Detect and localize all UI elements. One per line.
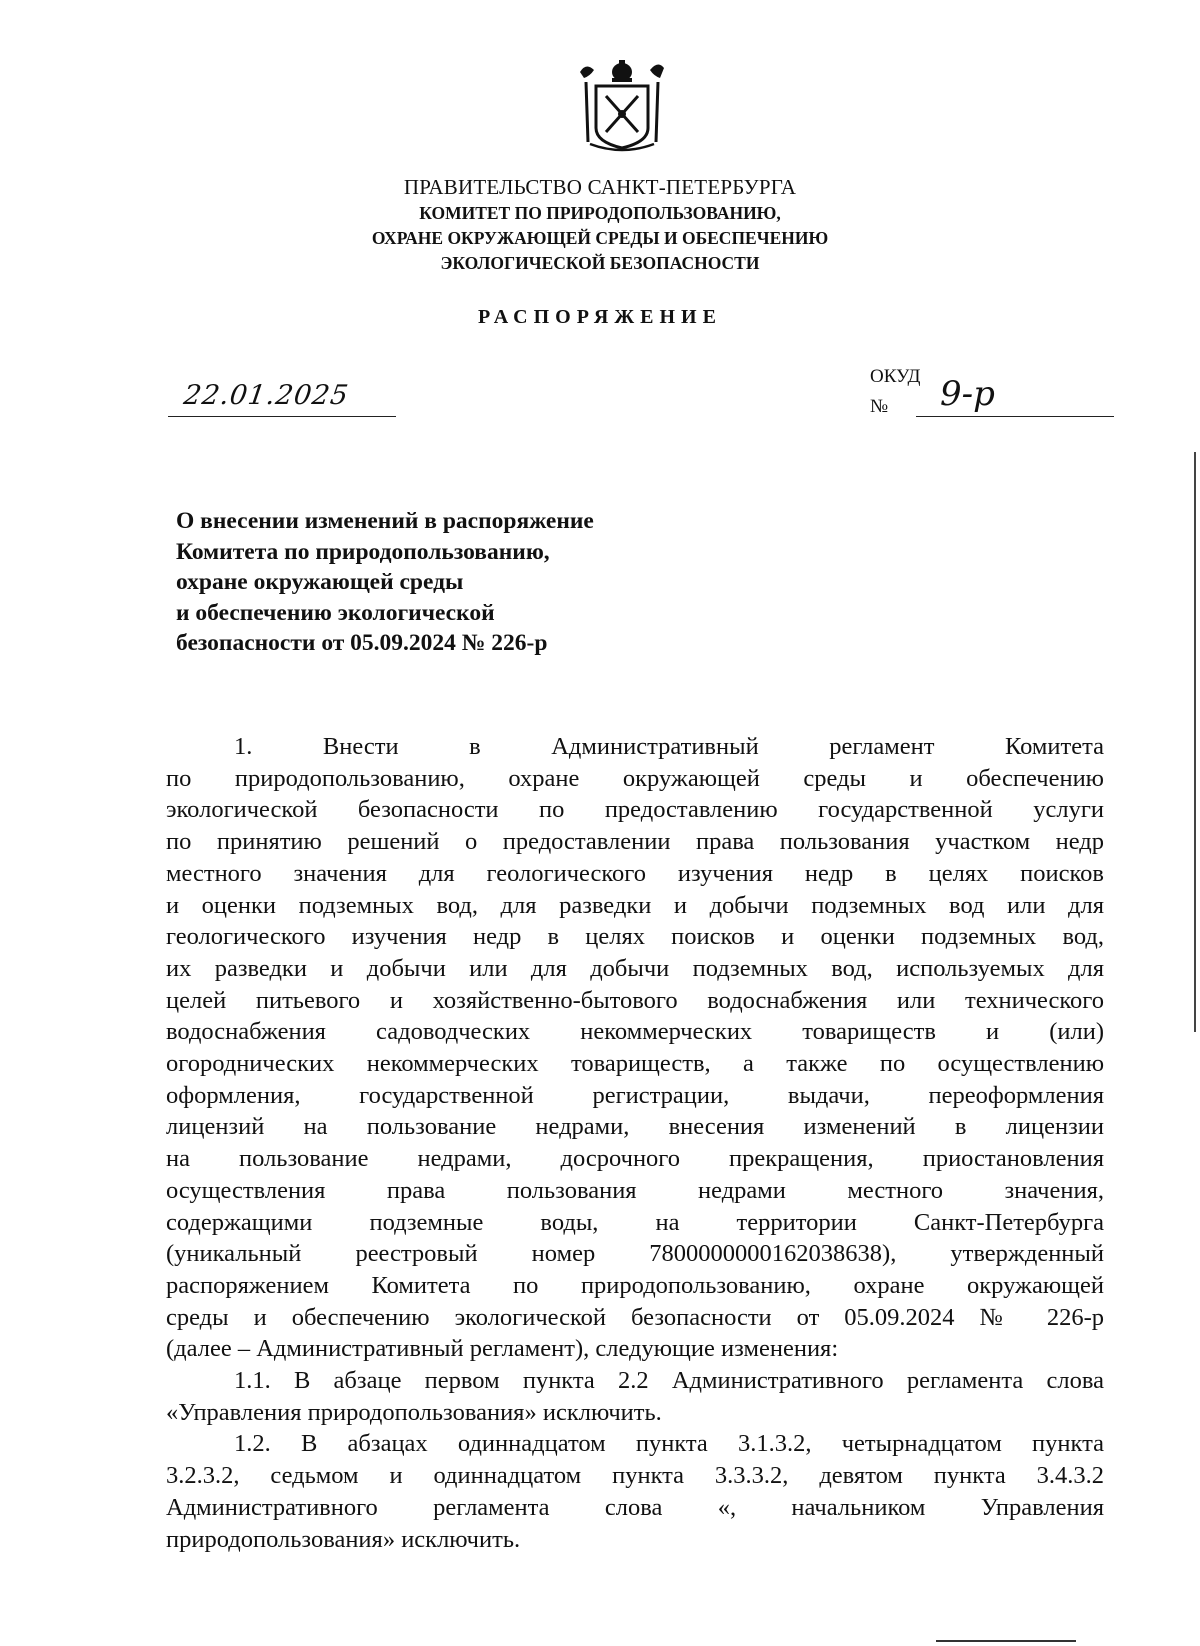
body-line: по природопользованию, охране окружающей среды и обеспечению [166, 764, 1104, 792]
body-line: содержащими подземные воды, на территории Санкт-Петербурга [166, 1208, 1104, 1236]
body-line: осуществления права пользования недрами местного значения, [166, 1176, 1104, 1204]
body-line: (уникальный реестровый номер 7800000000162038638), утвержденный [166, 1240, 1104, 1268]
committee-name-line-2: ОХРАНЕ ОКРУЖАЮЩЕЙ СРЕДЫ И ОБЕСПЕЧЕНИЮ [371, 228, 829, 248]
number-underline [916, 416, 1114, 417]
subject-line: Комитета по природопользованию, [176, 538, 550, 565]
body-line: их разведки и добычи или для добычи подземных вод, используемых для [166, 954, 1104, 982]
document-type-title: РАСПОРЯЖЕНИЕ [478, 306, 722, 328]
scan-edge-mark [1194, 452, 1196, 1032]
handwritten-date: 22.01.2025 [181, 380, 351, 411]
subject-line: и обеспечению экологической [176, 599, 495, 626]
body-line: экологической безопасности по предоставлению государственной услуги [166, 796, 1104, 824]
body-line: по принятию решений о предоставлении права пользования участком недр [166, 828, 1104, 856]
document-header [300, 174, 900, 275]
paragraph-1 [166, 731, 1104, 1365]
body-line: водоснабжения садоводческих некоммерческих товариществ и (или) [166, 1018, 1104, 1046]
body-line: (далее – Административный регламент), следующие изменения: [166, 1335, 839, 1363]
paragraph-1-1 [166, 1365, 1104, 1428]
committee-name-line-3: ЭКОЛОГИЧЕСКОЙ БЕЗОПАСНОСТИ [440, 253, 760, 273]
body-line: 3.2.3.2, седьмом и одиннадцатом пункта 3.3.3.2, девятом пункта 3.4.3.2 [166, 1462, 1104, 1490]
number-sign-label: № [870, 396, 889, 417]
body-line: «Управления природопользования» исключить. [166, 1398, 662, 1426]
body-line: 1. Внести в Административный регламент Комитета [234, 733, 1104, 760]
paragraph-1-2 [166, 1428, 1104, 1555]
body-line: распоряжением Комитета по природопользованию, охране окружающей [166, 1271, 1104, 1299]
body-line: лицензий на пользование недрами, внесения изменений в лицензии [166, 1113, 1104, 1141]
body-line: оформления, государственной регистрации, выдачи, переоформления [166, 1081, 1104, 1109]
body-line: на пользование недрами, досрочного прекращения, приостановления [166, 1145, 1104, 1173]
body-line: геологического изучения недр в целях поисков и оценки подземных вод, [166, 923, 1104, 951]
body-line: природопользования» исключить. [166, 1525, 521, 1553]
committee-name-line-1: КОМИТЕТ ПО ПРИРОДОПОЛЬЗОВАНИЮ, [419, 203, 781, 223]
subject-line: охране окружающей среды [176, 569, 464, 595]
body-line: целей питьевого и хозяйственно-бытового водоснабжения или технического [166, 986, 1104, 1014]
scan-bottom-mark [936, 1640, 1076, 1642]
body-line: огороднических некоммерческих товариществ, а также по осуществлению [166, 1050, 1104, 1078]
body-line: и оценки подземных вод, для разведки и добычи подземных вод или для [166, 891, 1104, 919]
subject-line: О внесении изменений в распоряжение [176, 508, 594, 534]
body-line: 1.1. В абзаце первом пункта 2.2 Административного регламента слова [234, 1367, 1104, 1395]
body-line: 1.2. В абзацах одиннадцатом пункта 3.1.3.2, четырнадцатом пункта [234, 1430, 1104, 1458]
government-title: ПРАВИТЕЛЬСТВО САНКТ-ПЕТЕРБУРГА [403, 175, 797, 199]
subject-line: безопасности от 05.09.2024 № 226-р [176, 630, 548, 656]
date-field [168, 380, 396, 417]
okud-label: ОКУД [870, 366, 921, 387]
body-line: Административного регламента слова «, начальником Управления [166, 1493, 1104, 1521]
handwritten-document-number: 9-р [940, 374, 995, 414]
body-line: местного значения для геологического изучения недр в целях поисков [166, 859, 1104, 887]
coat-of-arms-emblem [576, 58, 668, 156]
document-body [166, 731, 1104, 1555]
body-line: среды и обеспечению экологической безопасности от 05.09.2024 № 226-р [166, 1303, 1104, 1331]
document-subject [176, 506, 594, 659]
